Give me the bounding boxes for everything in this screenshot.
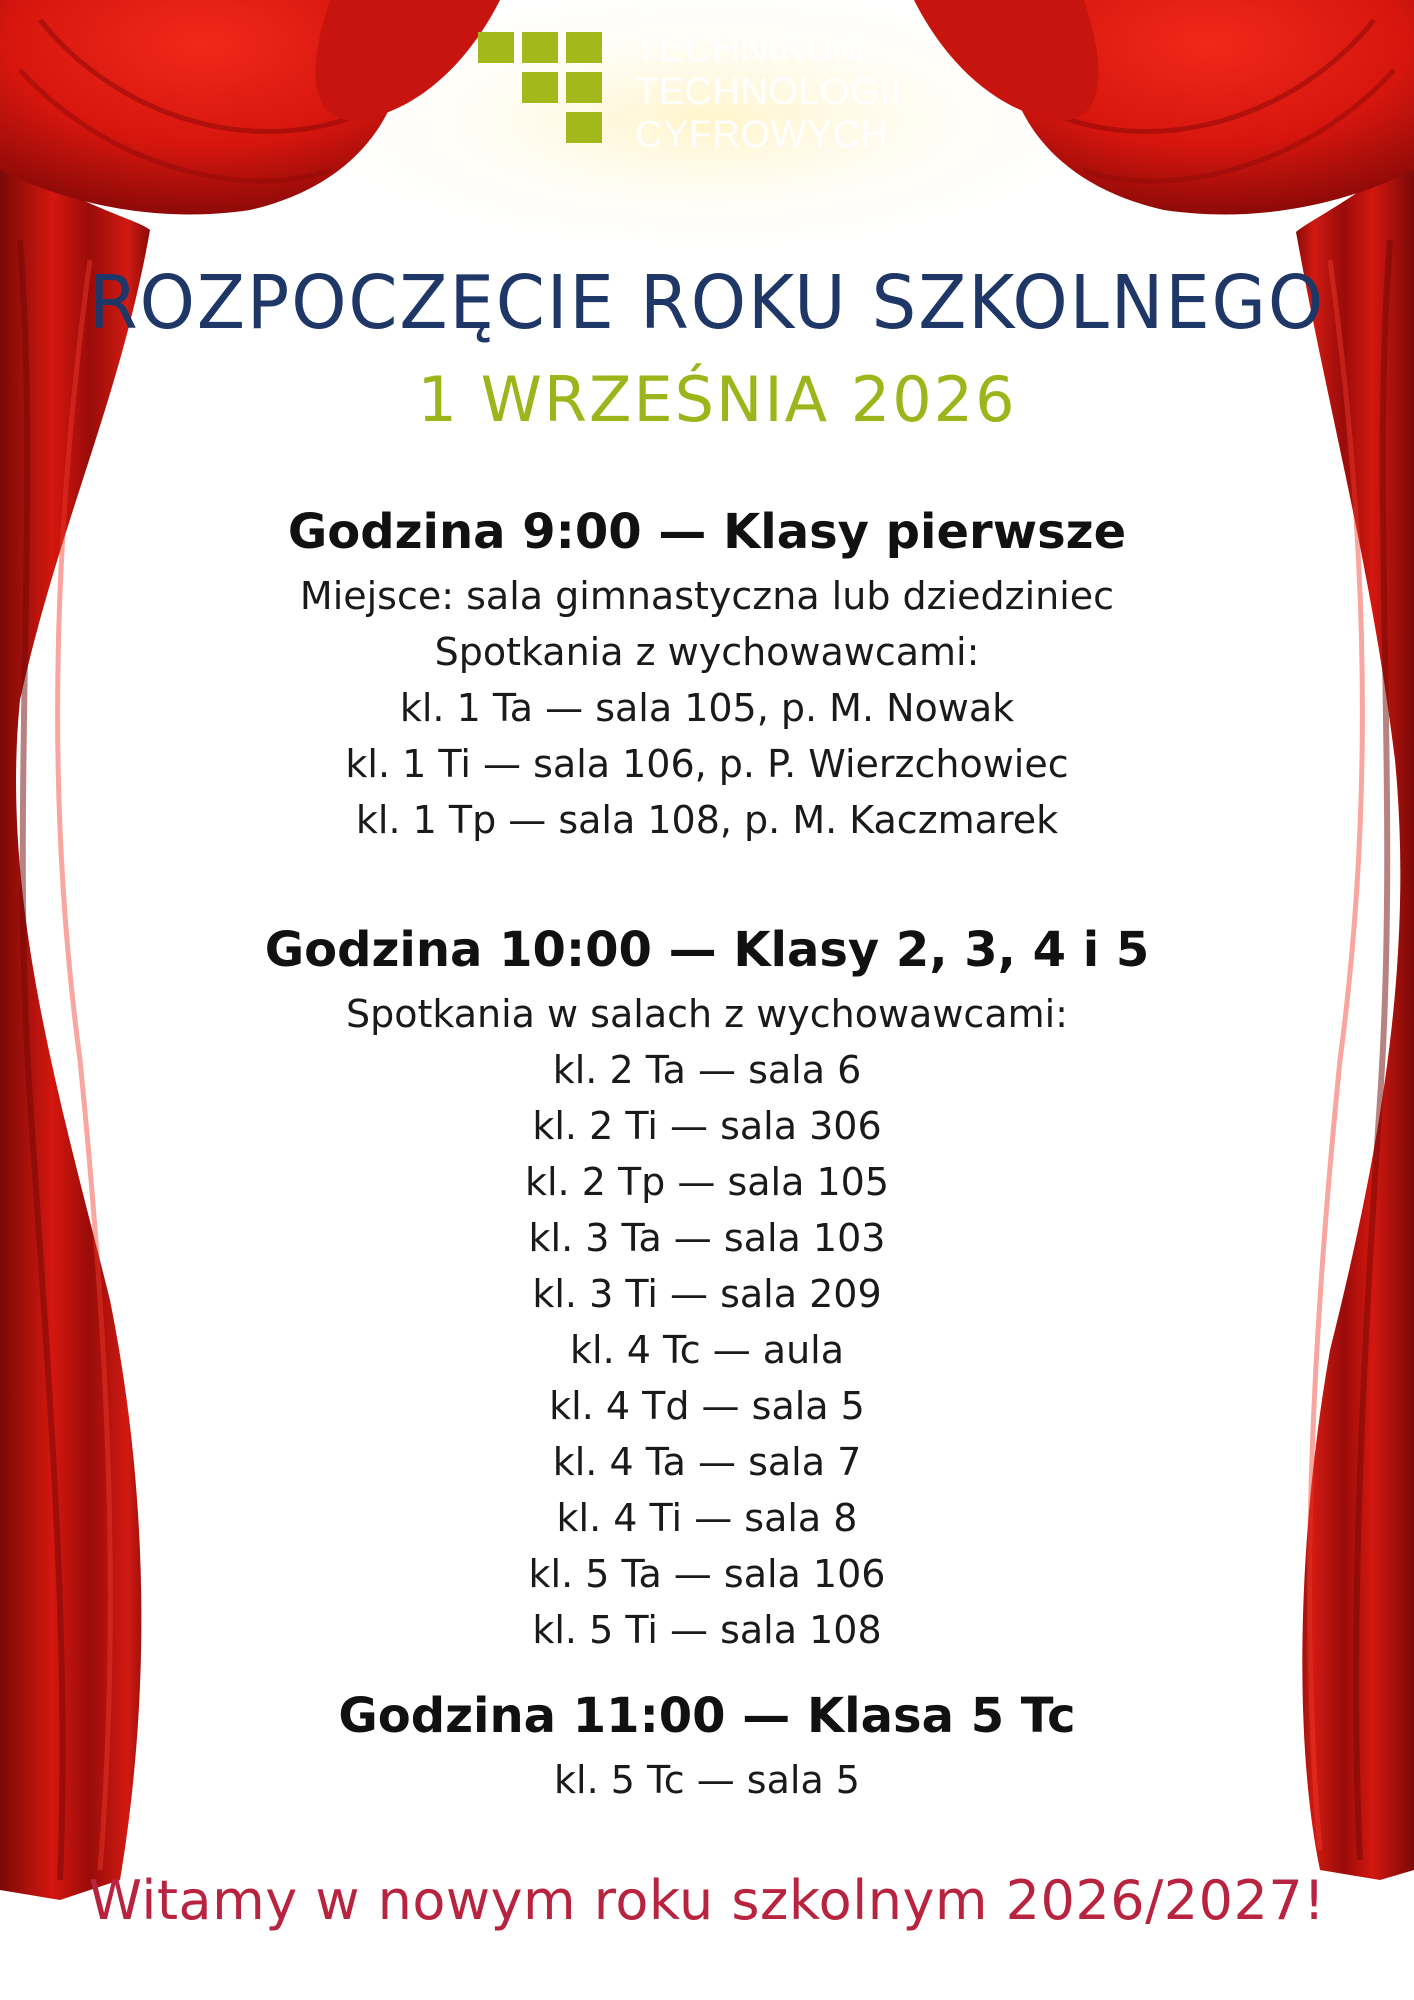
info-line: Spotkania w salach z wychowawcami:	[346, 992, 1068, 1036]
class-room-line: kl. 4 Ta — sala 7	[552, 1440, 862, 1484]
section-heading: Godzina 9:00 — Klasy pierwsze	[287, 504, 1127, 560]
schedule-section-11	[0, 1684, 1414, 1808]
class-room-line: kl. 2 Ti — sala 306	[532, 1104, 882, 1148]
class-room-line: kl. 4 Td — sala 5	[549, 1384, 865, 1428]
class-room-line: kl. 1 Ti — sala 106, p. P. Wierzchowiec	[345, 742, 1069, 786]
class-room-line: kl. 4 Tc — aula	[570, 1328, 844, 1372]
logo-square	[478, 32, 514, 63]
logo-text	[635, 28, 902, 157]
info-line: Miejsce: sala gimnastyczna lub dziedziniec	[299, 574, 1115, 618]
class-room-line: kl. 5 Ti — sala 108	[532, 1608, 882, 1652]
class-room-line: kl. 1 Ta — sala 105, p. M. Nowak	[399, 686, 1015, 730]
class-room-line: kl. 4 Ti — sala 8	[556, 1496, 858, 1540]
logo-line: TECHNOLOGII	[635, 71, 903, 113]
logo-square	[566, 72, 602, 103]
class-room-line: kl. 5 Ta — sala 106	[528, 1552, 886, 1596]
class-room-line: kl. 1 Tp — sala 108, p. M. Kaczmarek	[355, 798, 1059, 842]
class-room-line: kl. 2 Tp — sala 105	[524, 1160, 889, 1204]
page-title: ROZPOCZĘCIE ROKU SZKOLNEGO	[88, 260, 1326, 346]
class-room-line: kl. 3 Ta — sala 103	[528, 1216, 886, 1260]
schedule-section-9	[0, 500, 1414, 848]
schedule-section-10	[0, 918, 1414, 1658]
logo-square	[522, 72, 558, 103]
class-room-line: kl. 3 Ti — sala 209	[532, 1272, 882, 1316]
logo-line: CYFROWYCH	[635, 114, 889, 156]
logo-line: TECHNIKUM	[635, 28, 866, 70]
class-room-line: kl. 2 Ta — sala 6	[552, 1048, 862, 1092]
school-logo	[478, 28, 908, 158]
section-heading: Godzina 10:00 — Klasy 2, 3, 4 i 5	[264, 922, 1150, 978]
class-room-line: kl. 5 Tc — sala 5	[554, 1758, 860, 1802]
section-heading: Godzina 11:00 — Klasa 5 Tc	[338, 1688, 1076, 1744]
logo-square	[566, 112, 602, 143]
info-line: Spotkania z wychowawcami:	[434, 630, 980, 674]
event-date: 1 WRZEŚNIA 2026	[417, 363, 1017, 436]
logo-square	[522, 32, 558, 63]
logo-square	[566, 32, 602, 63]
closing-greeting: Witamy w nowym roku szkolnym 2026/2027!	[88, 1869, 1326, 1932]
